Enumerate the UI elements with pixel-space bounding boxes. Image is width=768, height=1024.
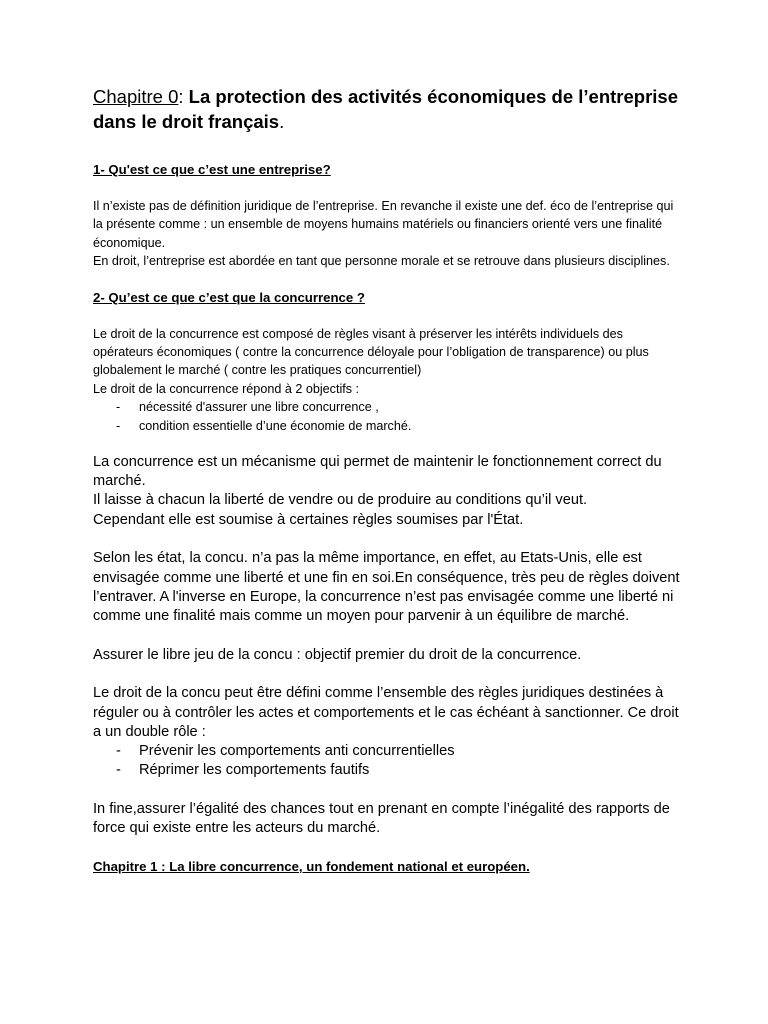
dash-marker: - xyxy=(116,418,121,433)
list-item xyxy=(93,742,683,761)
body-p1-line3: Cependant elle est soumise à certaines règles soumises par l'État. xyxy=(93,511,524,528)
section-2-paragraph-1: Le droit de la concurrence est composé de règles visant à préserver les intérêts individuels des opérateurs économiques ( contre la concurrence déloyale pour l’obligation de transparence) ou plus globalement le marché ( contre les pratiques concurrentiel) xyxy=(93,326,649,378)
body-p3: Assurer le libre jeu de la concu : objectif premier du droit de la concurrence. xyxy=(93,646,582,663)
body-p5: In fine,assurer l’égalité des chances tout en prenant en compte l’inégalité des rapports de force qui existe entre les acteurs du marché. xyxy=(93,800,670,837)
definition-paragraph xyxy=(93,684,683,780)
body-p2: Selon les état, la concu. n’a pas la même importance, en effet, au Etats-Unis, elle est envisagée comme une liberté et une fin en soi.En conséquence, très peu de règles doivent l’entraver. A l'inverse en Europe, la concurrence n’est pas envisagée comme une liberté ni comme une finalité mais comme un moyen pour parvenir à un équilibre de marché. xyxy=(93,550,680,624)
role-text: Réprimer les comportements fautifs xyxy=(139,762,370,779)
roles-list xyxy=(93,742,683,780)
objectives-list xyxy=(93,398,683,435)
libre-jeu-paragraph xyxy=(93,646,683,665)
section-1-body xyxy=(93,197,683,271)
objective-text: nécessité d'assurer une libre concurrence , xyxy=(139,400,379,415)
title-text: La protection des activités économiques de l’entreprise dans le droit français xyxy=(93,86,679,132)
body-p1-line1: La concurrence est un mécanisme qui permet de maintenir le fonctionnement correct du marché. xyxy=(93,454,662,490)
document-page xyxy=(93,84,683,894)
list-item xyxy=(93,761,683,780)
role-text: Prévenir les comportements anti concurrentielles xyxy=(139,743,455,759)
section-2-heading: 2- Qu’est ce que c’est que la concurrence ? xyxy=(93,289,365,305)
dash-marker: - xyxy=(116,762,121,779)
list-item xyxy=(93,398,683,416)
section-2-paragraph-2: Le droit de la concurrence répond à 2 objectifs : xyxy=(93,381,360,396)
section-1-paragraph-1: Il n’existe pas de définition juridique de l’entreprise. En revanche il existe une def. éco de l’entreprise qui la présente comme : un ensemble de moyens humains matériels ou financiers orienté vers une finalité économique. xyxy=(93,199,674,250)
in-fine-paragraph xyxy=(93,800,683,838)
body-p4: Le droit de la concu peut être défini comme l’ensemble des règles juridiques destinées à réguler ou à contrôler les actes et comportements et le cas échéant à sanctionner. Ce droit a un double rôle : xyxy=(93,685,679,740)
list-item xyxy=(93,417,683,435)
title-end: . xyxy=(279,111,285,132)
title-separator: : xyxy=(178,86,189,107)
dash-marker: - xyxy=(116,400,121,415)
etats-paragraph xyxy=(93,549,683,626)
page-title xyxy=(93,84,683,134)
objective-text: condition essentielle d’une économie de marché. xyxy=(139,418,412,433)
concurrence-paragraph xyxy=(93,453,683,530)
chapter-0-label: Chapitre 0 xyxy=(93,86,179,107)
chapter-1-heading: Chapitre 1 : La libre concurrence, un fondement national et européen. xyxy=(93,858,530,874)
section-1-paragraph-2: En droit, l’entreprise est abordée en tant que personne morale et se retrouve dans plusieurs disciplines. xyxy=(93,254,670,269)
section-1-heading: 1- Qu'est ce que c’est une entreprise? xyxy=(93,162,331,177)
section-2-body xyxy=(93,325,683,435)
dash-marker: - xyxy=(116,743,121,759)
body-p1-line2: Il laisse à chacun la liberté de vendre ou de produire au conditions qu’il veut. xyxy=(93,492,588,509)
